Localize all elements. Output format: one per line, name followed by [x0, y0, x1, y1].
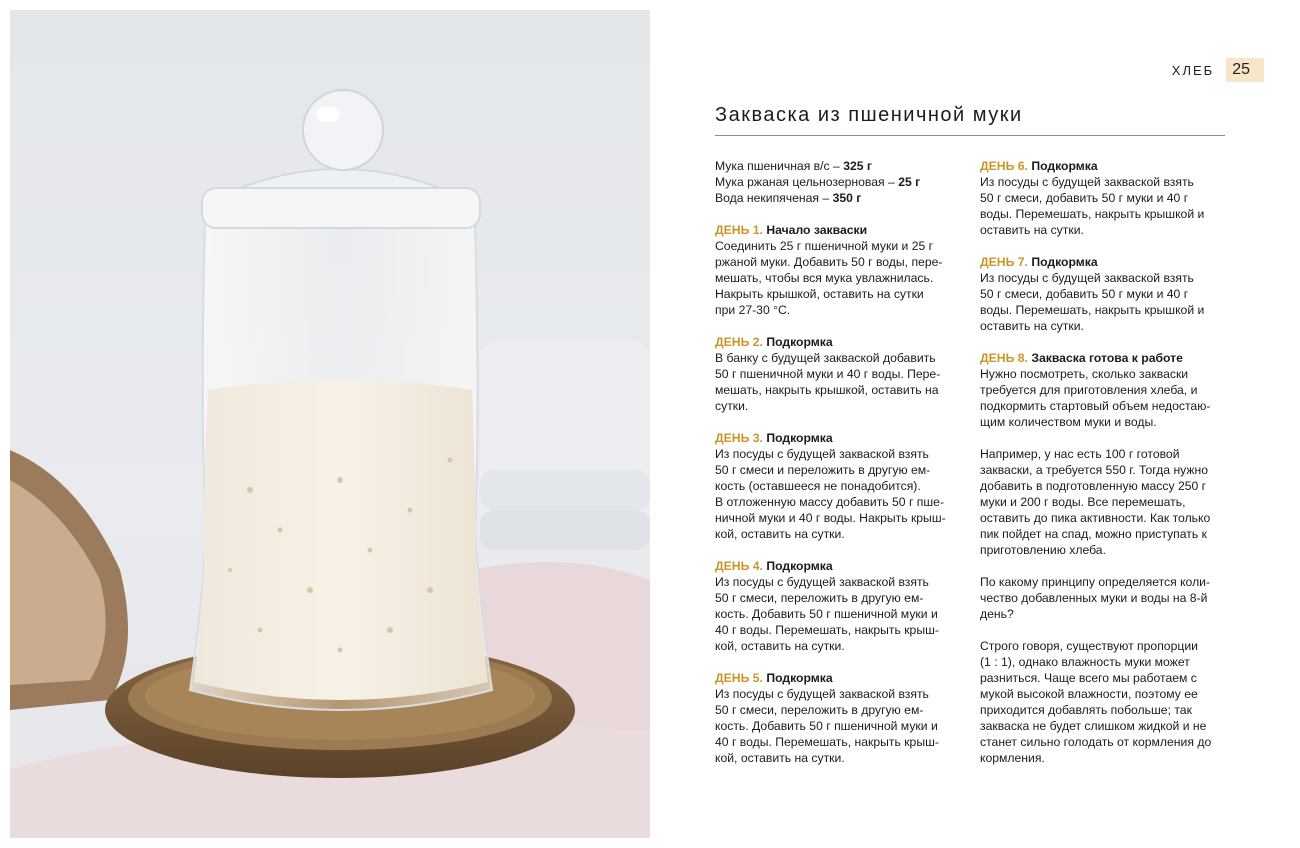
note-line: приходится добавлять побольше; так [980, 703, 1192, 717]
day-text-line: Соединить 25 г пшеничной муки и 25 г [715, 239, 934, 253]
notes-block [980, 446, 1225, 766]
day-text-line: 50 г смеси и переложить в другую ем- [715, 463, 931, 477]
day-title: Подкормка [766, 559, 833, 573]
note-line: разниться. Чаще всего мы работаем с [980, 671, 1197, 685]
note-line: приготовлению хлеба. [980, 543, 1106, 557]
day-label: ДЕНЬ 1. [715, 223, 763, 237]
day-4-block [715, 558, 965, 654]
day-text-line: кой, оставить на сутки. [715, 639, 845, 653]
note-line: добавить в подготовленную массу 250 г [980, 479, 1207, 493]
note-line: чество добавленных муки и воды на 8-й [980, 591, 1208, 605]
day-text-line: 50 г смеси, добавить 50 г муки и 40 г [980, 191, 1189, 205]
day-text-line: Из посуды с будущей закваской взять [980, 271, 1194, 285]
day-text-line: воды. Перемешать, накрыть крышкой и [980, 303, 1205, 317]
day-title: Подкормка [1031, 255, 1098, 269]
day-text-line: 50 г смеси, переложить в другую ем- [715, 591, 924, 605]
day-text-line: В отложенную массу добавить 50 г пше- [715, 495, 945, 509]
page-number: 25 [1226, 58, 1264, 82]
note-paragraph [980, 638, 1225, 766]
day-8-block [980, 350, 1225, 430]
day-text-line: кость. Добавить 50 г пшеничной муки и [715, 719, 938, 733]
ingredient-line: Вода некипяченая – 350 г [715, 191, 862, 205]
day-text-line: кость (оставшееся не понадобится). [715, 479, 921, 493]
day-text-line: 40 г воды. Перемешать, накрыть крыш- [715, 735, 939, 749]
day-heading [980, 254, 1225, 270]
section-name: ХЛЕБ [1171, 62, 1215, 78]
note-line: закваска не будет слишком жидкой и не [980, 719, 1207, 733]
day-label: ДЕНЬ 5. [715, 671, 763, 685]
note-line: Строго говоря, существуют пропорции [980, 639, 1198, 653]
day-heading [715, 670, 965, 686]
day-title: Закваска готова к работе [1031, 351, 1183, 365]
day-heading [715, 222, 965, 238]
recipe-title: Закваска из пшеничной муки [715, 104, 1225, 136]
day-heading [715, 334, 965, 350]
day-text-line: Из посуды с будущей закваской взять [980, 175, 1194, 189]
running-header [1172, 58, 1264, 82]
ingredient-line: Мука пшеничная в/с – 325 г [715, 159, 872, 173]
day-title: Начало закваски [766, 223, 868, 237]
sourdough-jar-photo [10, 10, 650, 838]
note-line: муки и 200 г воды. Все перемешать, [980, 495, 1186, 509]
day-label: ДЕНЬ 3. [715, 431, 763, 445]
day-text-line: 50 г пшеничной муки и 40 г воды. Пере- [715, 367, 941, 381]
day-text-line: кой, оставить на сутки. [715, 527, 845, 541]
day-1-block [715, 222, 965, 318]
right-text-column [980, 158, 1225, 782]
day-heading [715, 558, 965, 574]
day-text-line: ржаной муки. Добавить 50 г воды, пере- [715, 255, 943, 269]
day-label: ДЕНЬ 4. [715, 559, 763, 573]
day-heading [715, 430, 965, 446]
day-text-line: Из посуды с будущей закваской взять [715, 447, 929, 461]
day-text-line: Из посуды с будущей закваской взять [715, 687, 929, 701]
day-text-line: В банку с будущей закваской добавить [715, 351, 936, 365]
day-text-line: кой, оставить на сутки. [715, 751, 845, 765]
day-label: ДЕНЬ 8. [980, 351, 1028, 365]
day-title: Подкормка [766, 335, 833, 349]
note-line: кормления. [980, 751, 1045, 765]
day-label: ДЕНЬ 6. [980, 159, 1028, 173]
day-title: Подкормка [766, 671, 833, 685]
day-7-block [980, 254, 1225, 334]
day-heading [980, 158, 1225, 174]
note-line: оставить до пика активности. Как только [980, 511, 1211, 525]
ingredients-list [715, 158, 965, 206]
note-line: мукой высокой влажности, поэтому ее [980, 687, 1198, 701]
note-line: день? [980, 607, 1014, 621]
day-text-line: Накрыть крышкой, оставить на сутки [715, 287, 924, 301]
day-text-line: щим количеством муки и воды. [980, 415, 1157, 429]
day-text-line: сутки. [715, 399, 749, 413]
day-title: Подкормка [1031, 159, 1098, 173]
note-line: Например, у нас есть 100 г готовой [980, 447, 1180, 461]
day-text-line: 50 г смеси, переложить в другую ем- [715, 703, 924, 717]
day-5-block [715, 670, 965, 766]
day-6-block [980, 158, 1225, 238]
day-text-line: 50 г смеси, добавить 50 г муки и 40 г [980, 287, 1189, 301]
day-text-line: оставить на сутки. [980, 223, 1084, 237]
note-line: закваски, а требуется 550 г. Тогда нужно [980, 463, 1209, 477]
day-title: Подкормка [766, 431, 833, 445]
day-text-line: ничной муки и 40 г воды. Накрыть крыш- [715, 511, 946, 525]
day-2-block [715, 334, 965, 414]
day-3-block [715, 430, 965, 542]
day-text-line: мешать, чтобы вся мука увлажнилась. [715, 271, 934, 285]
day-text-line: воды. Перемешать, накрыть крышкой и [980, 207, 1205, 221]
day-text-line: при 27-30 °С. [715, 303, 791, 317]
note-line: станет сильно голодать от кормления до [980, 735, 1212, 749]
day-text-line: подкормить стартовый объем недостаю- [980, 399, 1211, 413]
note-line: (1 : 1), однако влажность муки может [980, 655, 1190, 669]
note-paragraph [980, 446, 1225, 558]
day-text-line: оставить на сутки. [980, 319, 1084, 333]
day-text-line: Из посуды с будущей закваской взять [715, 575, 929, 589]
day-text-line: Нужно посмотреть, сколько закваски [980, 367, 1189, 381]
day-text-line: 40 г воды. Перемешать, накрыть крыш- [715, 623, 939, 637]
day-text-line: мешать, накрыть крышкой, оставить на [715, 383, 939, 397]
day-text-line: требуется для приготовления хлеба, и [980, 383, 1198, 397]
day-text-line: кость. Добавить 50 г пшеничной муки и [715, 607, 938, 621]
left-text-column [715, 158, 965, 782]
day-label: ДЕНЬ 2. [715, 335, 763, 349]
note-paragraph [980, 574, 1225, 622]
note-line: пик пойдет на спад, можно приступать к [980, 527, 1207, 541]
note-line: По какому принципу определяется коли- [980, 575, 1211, 589]
day-label: ДЕНЬ 7. [980, 255, 1028, 269]
ingredient-line: Мука ржаная цельнозерновая – 25 г [715, 175, 921, 189]
day-heading [980, 350, 1225, 366]
